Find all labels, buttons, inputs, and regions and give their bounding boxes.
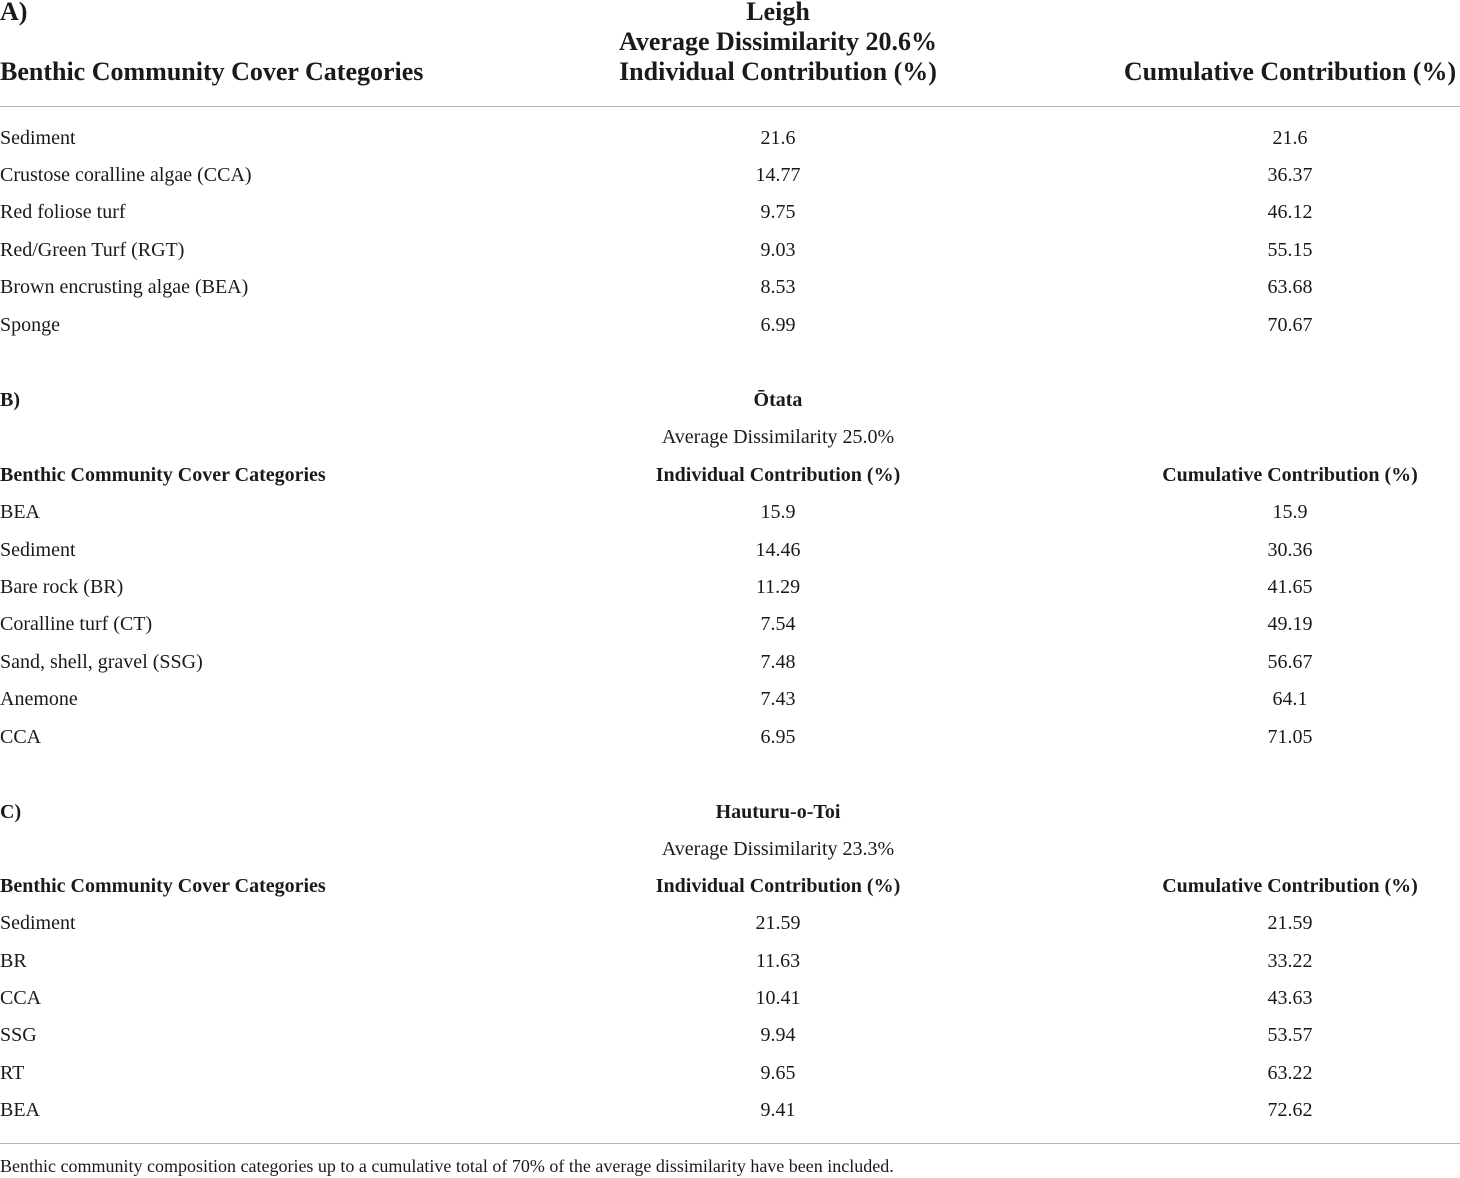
table-row-b3-cumulative: 41.65	[1267, 576, 1313, 598]
table-row-c5-category: RT	[0, 1062, 25, 1084]
section-a-site-title: Leigh	[746, 0, 810, 26]
table-row-c5-individual: 9.65	[760, 1062, 796, 1084]
table-row-b2-category: Sediment	[0, 539, 76, 561]
table-row-c6-individual: 9.41	[760, 1099, 796, 1121]
section-a-label: A)	[0, 0, 28, 26]
table-row-c5-cumulative: 63.22	[1267, 1062, 1313, 1084]
table-row-b6-individual: 7.43	[760, 688, 796, 710]
table-row-a1-individual: 21.6	[760, 127, 796, 149]
section-a-header-individual: Individual Contribution (%)	[619, 57, 937, 86]
table-row-a2-category: Crustose coralline algae (CCA)	[0, 164, 252, 186]
table-row-b2-cumulative: 30.36	[1267, 539, 1313, 561]
table-row-b1-category: BEA	[0, 501, 40, 523]
table-row-b5-cumulative: 56.67	[1267, 651, 1313, 673]
section-c-site-title: Hauturu-o-Toi	[715, 801, 841, 823]
table-row-a5-individual: 8.53	[760, 276, 796, 298]
table-row-c3-category: CCA	[0, 987, 42, 1009]
table-row-c1-individual: 21.59	[755, 912, 801, 934]
section-c-label: C)	[0, 801, 22, 823]
table-row-c1-cumulative: 21.59	[1267, 912, 1313, 934]
section-a-dissimilarity: Average Dissimilarity 20.6%	[619, 27, 937, 56]
table-row-a4-cumulative: 55.15	[1267, 239, 1313, 261]
table-row-b7-category: CCA	[0, 726, 42, 748]
table-row-a6-individual: 6.99	[760, 314, 796, 336]
table-row-a4-individual: 9.03	[760, 239, 796, 261]
table-row-b3-category: Bare rock (BR)	[0, 576, 124, 598]
table-footnote: Benthic community composition categories up to a cumulative total of 70% of the average dissimilarity have been included.	[0, 1156, 894, 1176]
table-row-b5-individual: 7.48	[760, 651, 796, 673]
section-c-dissimilarity: Average Dissimilarity 23.3%	[661, 838, 895, 860]
table-row-c6-category: BEA	[0, 1099, 40, 1121]
table-row-c2-category: BR	[0, 950, 27, 972]
section-a-header-category: Benthic Community Cover Categories	[0, 57, 424, 86]
section-c-header-individual: Individual Contribution (%)	[655, 875, 901, 897]
table-row-a6-cumulative: 70.67	[1267, 314, 1313, 336]
table-row-c4-category: SSG	[0, 1024, 37, 1046]
table-row-b2-individual: 14.46	[755, 539, 801, 561]
section-a-header-cumulative: Cumulative Contribution (%)	[1123, 57, 1457, 86]
table-row-b7-individual: 6.95	[760, 726, 796, 748]
table-row-c1-category: Sediment	[0, 912, 76, 934]
table-row-a3-cumulative: 46.12	[1267, 201, 1313, 223]
table-row-c2-cumulative: 33.22	[1267, 950, 1313, 972]
table-row-b6-cumulative: 64.1	[1272, 688, 1308, 710]
table-row-c4-individual: 9.94	[760, 1024, 796, 1046]
table-row-c6-cumulative: 72.62	[1267, 1099, 1313, 1121]
table-row-b3-individual: 11.29	[755, 576, 801, 598]
section-b-site-title: Ōtata	[753, 389, 803, 411]
table-row-b1-cumulative: 15.9	[1272, 501, 1308, 523]
table-row-b5-category: Sand, shell, gravel (SSG)	[0, 651, 203, 673]
section-b-header-category: Benthic Community Cover Categories	[0, 464, 326, 486]
section-b-label: B)	[0, 389, 20, 411]
table-row-b1-individual: 15.9	[760, 501, 796, 523]
table-row-b6-category: Anemone	[0, 688, 78, 710]
table-row-a6-category: Sponge	[0, 314, 60, 336]
table-row-a4-category: Red/Green Turf (RGT)	[0, 239, 185, 261]
table-row-a2-individual: 14.77	[755, 164, 801, 186]
section-b-dissimilarity: Average Dissimilarity 25.0%	[661, 426, 895, 448]
section-b-header-individual: Individual Contribution (%)	[655, 464, 901, 486]
table-row-a3-category: Red foliose turf	[0, 201, 126, 223]
table-row-b7-cumulative: 71.05	[1267, 726, 1313, 748]
table-row-a5-category: Brown encrusting algae (BEA)	[0, 276, 249, 298]
table-row-b4-individual: 7.54	[760, 613, 796, 635]
table-row-b4-category: Coralline turf (CT)	[0, 613, 153, 635]
table-row-c4-cumulative: 53.57	[1267, 1024, 1313, 1046]
footer-divider	[0, 1143, 1460, 1144]
table-row-a1-cumulative: 21.6	[1272, 127, 1308, 149]
section-b-header-cumulative: Cumulative Contribution (%)	[1162, 464, 1418, 486]
table-row-c3-individual: 10.41	[755, 987, 801, 1009]
section-c-header-category: Benthic Community Cover Categories	[0, 875, 326, 897]
table-row-a5-cumulative: 63.68	[1267, 276, 1313, 298]
table-row-a3-individual: 9.75	[760, 201, 796, 223]
section-c-header-cumulative: Cumulative Contribution (%)	[1162, 875, 1418, 897]
table-row-c3-cumulative: 43.63	[1267, 987, 1313, 1009]
table-row-a2-cumulative: 36.37	[1267, 164, 1313, 186]
table-row-a1-category: Sediment	[0, 127, 76, 149]
header-divider	[0, 106, 1460, 107]
table-row-c2-individual: 11.63	[755, 950, 801, 972]
table-row-b4-cumulative: 49.19	[1267, 613, 1313, 635]
